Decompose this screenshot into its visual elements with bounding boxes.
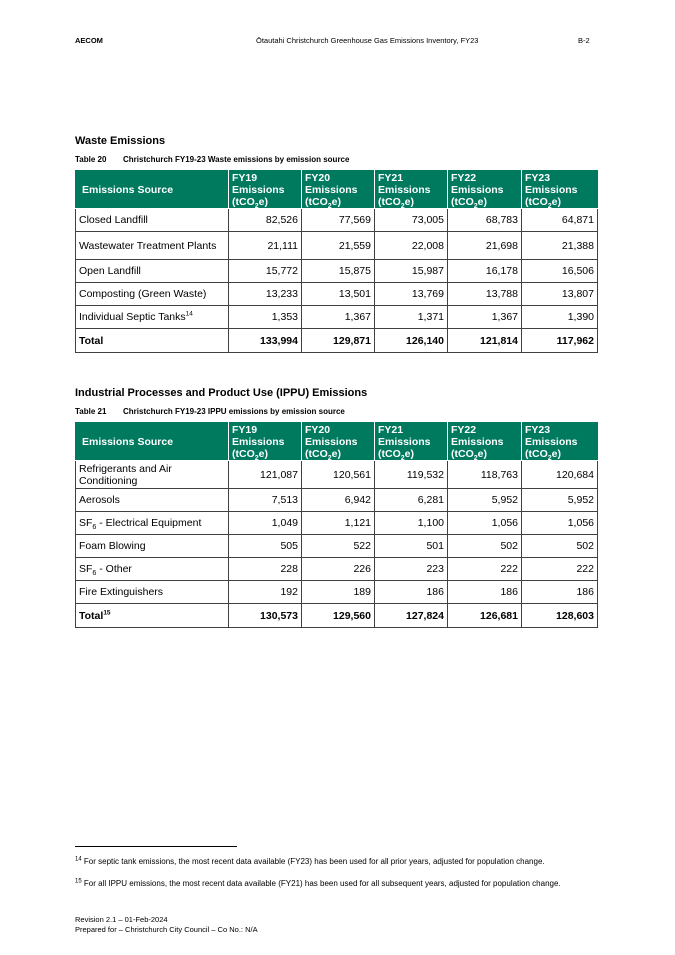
column-header-fy19 [229,423,302,461]
waste-table-caption [75,155,349,164]
column-unit-subscript: 2 [400,202,405,210]
cell-fy22: 186 [448,581,522,604]
column-unit: e) [258,447,268,460]
source-label: Aerosols [79,494,120,506]
footnote-divider [75,846,237,847]
total-fy21: 126,140 [375,329,448,353]
column-header-source: Emissions Source [76,171,229,209]
ippu-table-number: Table 21 [75,407,107,416]
column-unit: (tCO [305,447,328,460]
waste-section-title: Waste Emissions [75,135,166,147]
source-label: Foam Blowing [79,540,146,552]
cell-fy21: 6,281 [375,489,448,512]
column-header-fy20 [302,423,375,461]
source-label: Closed Landfill [79,214,148,226]
footnote-text: For septic tank emissions, the most recent data available (FY23) has been used for all prior years, adjusted for population change. [83,857,545,866]
cell-fy19: 192 [229,581,302,604]
row-source [76,581,229,604]
cell-fy22: 1,367 [448,306,522,329]
cell-fy23: 186 [522,581,598,604]
cell-fy23: 1,390 [522,306,598,329]
cell-fy20: 1,121 [302,512,375,535]
column-header-fy19 [229,171,302,209]
prepared-for: Prepared for – Christchurch City Council – Co No.: N/A [75,925,258,934]
total-fy19: 133,994 [229,329,302,353]
column-header-fy22 [448,171,522,209]
source-label: - Other [96,563,132,575]
cell-fy19: 21,111 [229,232,302,260]
column-unit: (tCO [451,447,474,460]
column-unit: e) [551,447,561,460]
total-fy20: 129,560 [302,604,375,628]
column-unit: (tCO [378,195,401,208]
source-label: - Electrical Equipment [96,517,202,529]
column-unit-subscript: 2 [400,454,405,462]
cell-fy23: 13,807 [522,283,598,306]
column-unit: e) [404,195,414,208]
cell-fy21: 13,769 [375,283,448,306]
column-unit-subscript: 2 [254,454,259,462]
table-row [76,512,598,535]
table-row [76,489,598,512]
ippu-table-caption [75,407,345,416]
source-subscript: 6 [92,524,97,532]
cell-fy23: 21,388 [522,232,598,260]
column-header-fy23 [522,423,598,461]
column-label: Emissions [232,435,285,448]
cell-fy19: 1,353 [229,306,302,329]
cell-fy23: 1,056 [522,512,598,535]
column-label: Emissions [305,435,358,448]
page-number: B-2 [578,36,590,45]
column-unit: (tCO [451,195,474,208]
cell-fy22: 5,952 [448,489,522,512]
cell-fy21: 223 [375,558,448,581]
source-subscript: 6 [92,570,97,578]
table-header-row [76,171,598,209]
cell-fy21: 186 [375,581,448,604]
cell-fy21: 1,100 [375,512,448,535]
source-label: Composting (Green Waste) [79,288,207,300]
source-label: Open Landfill [79,265,141,277]
column-unit: (tCO [232,195,255,208]
column-unit-subscript: 2 [473,202,478,210]
table-row [76,535,598,558]
row-source [76,283,229,306]
table-header-row [76,423,598,461]
table-row [76,260,598,283]
column-label: Emissions [451,435,504,448]
cell-fy19: 15,772 [229,260,302,283]
column-unit: e) [551,195,561,208]
cell-fy20: 189 [302,581,375,604]
footnote-ref: 15 [103,609,111,616]
cell-fy19: 1,049 [229,512,302,535]
column-unit-subscript: 2 [327,454,332,462]
cell-fy19: 121,087 [229,461,302,489]
row-source [76,306,229,329]
cell-fy20: 120,561 [302,461,375,489]
column-year: FY21 [378,171,404,184]
column-year: FY20 [305,423,331,436]
total-fy22: 121,814 [448,329,522,353]
total-label-cell [76,329,229,353]
column-header-fy21 [375,171,448,209]
footnote-text: For all IPPU emissions, the most recent data available (FY21) has been used for all subsequent years, adjusted for population change. [83,879,561,888]
row-source [76,512,229,535]
table-row [76,232,598,260]
table-row [76,283,598,306]
ippu-emissions-table [75,422,598,628]
column-year: FY23 [525,423,551,436]
column-header-fy20 [302,171,375,209]
cell-fy23: 16,506 [522,260,598,283]
column-unit: e) [477,195,487,208]
cell-fy19: 13,233 [229,283,302,306]
column-label: Emissions [525,435,578,448]
column-unit-subscript: 2 [254,202,259,210]
cell-fy21: 119,532 [375,461,448,489]
column-year: FY23 [525,171,551,184]
cell-fy22: 1,056 [448,512,522,535]
cell-fy20: 1,367 [302,306,375,329]
cell-fy21: 501 [375,535,448,558]
source-prefix: SF [79,563,93,575]
cell-fy19: 228 [229,558,302,581]
cell-fy22: 222 [448,558,522,581]
company-name: AECOM [75,36,103,45]
cell-fy20: 77,569 [302,209,375,232]
waste-emissions-table [75,170,598,353]
cell-fy19: 82,526 [229,209,302,232]
cell-fy20: 13,501 [302,283,375,306]
footnote-number: 15 [75,878,82,885]
column-label: Emissions [305,183,358,196]
table-row [76,209,598,232]
column-year: FY19 [232,171,258,184]
column-header-fy23 [522,171,598,209]
revision-info: Revision 2.1 – 01-Feb-2024 [75,915,168,924]
column-label: Emissions [378,435,431,448]
footnote-number: 14 [75,856,82,863]
column-unit-subscript: 2 [547,454,552,462]
cell-fy20: 522 [302,535,375,558]
cell-fy20: 6,942 [302,489,375,512]
row-source [76,209,229,232]
column-year: FY21 [378,423,404,436]
cell-fy21: 1,371 [375,306,448,329]
column-label: Emissions [451,183,504,196]
column-unit: (tCO [378,447,401,460]
cell-fy21: 22,008 [375,232,448,260]
table-row [76,306,598,329]
source-label: Wastewater Treatment Plants [79,239,217,252]
source-label: Refrigerants and Air Conditioning [79,462,172,487]
column-unit: e) [404,447,414,460]
total-label: Total [79,609,104,622]
waste-table-caption-text: Christchurch FY19-23 Waste emissions by emission source [123,155,350,164]
cell-fy22: 118,763 [448,461,522,489]
column-unit: e) [477,447,487,460]
column-unit: e) [258,195,268,208]
row-source [76,489,229,512]
total-row [76,604,598,628]
cell-fy22: 16,178 [448,260,522,283]
cell-fy23: 502 [522,535,598,558]
row-source [76,461,229,489]
table-row [76,558,598,581]
column-year: FY22 [451,171,477,184]
ippu-table-caption-text: Christchurch FY19-23 IPPU emissions by emission source [123,407,345,416]
row-source [76,260,229,283]
document-title: Ōtautahi Christchurch Greenhouse Gas Emissions Inventory, FY23 [256,36,479,45]
cell-fy23: 120,684 [522,461,598,489]
source-prefix: SF [79,517,93,529]
column-header-source: Emissions Source [76,423,229,461]
row-source [76,558,229,581]
cell-fy20: 21,559 [302,232,375,260]
total-fy23: 117,962 [522,329,598,353]
row-source [76,535,229,558]
column-label: Emissions [232,183,285,196]
column-header-fy21 [375,423,448,461]
total-fy20: 129,871 [302,329,375,353]
cell-fy22: 68,783 [448,209,522,232]
waste-table-number: Table 20 [75,155,107,164]
cell-fy19: 505 [229,535,302,558]
total-fy22: 126,681 [448,604,522,628]
total-label-cell [76,604,229,628]
footnote-15 [75,879,605,889]
total-label: Total [79,334,104,347]
column-unit: (tCO [232,447,255,460]
total-fy19: 130,573 [229,604,302,628]
total-fy23: 128,603 [522,604,598,628]
cell-fy22: 13,788 [448,283,522,306]
footnote-14 [75,857,605,867]
column-label: Emissions [378,183,431,196]
column-unit: (tCO [525,195,548,208]
cell-fy22: 502 [448,535,522,558]
cell-fy19: 7,513 [229,489,302,512]
column-unit: (tCO [525,447,548,460]
total-row [76,329,598,353]
column-unit: e) [331,447,341,460]
column-unit: (tCO [305,195,328,208]
table-row [76,461,598,489]
table-row [76,581,598,604]
column-unit-subscript: 2 [547,202,552,210]
column-year: FY19 [232,423,258,436]
cell-fy23: 5,952 [522,489,598,512]
cell-fy23: 64,871 [522,209,598,232]
column-unit-subscript: 2 [327,202,332,210]
total-fy21: 127,824 [375,604,448,628]
source-label: Individual Septic Tanks [79,311,186,323]
cell-fy20: 226 [302,558,375,581]
column-label: Emissions [525,183,578,196]
column-year: FY20 [305,171,331,184]
column-year: FY22 [451,423,477,436]
row-source [76,232,229,260]
cell-fy21: 73,005 [375,209,448,232]
column-unit: e) [331,195,341,208]
footnote-ref: 14 [185,310,193,318]
column-header-fy22 [448,423,522,461]
cell-fy20: 15,875 [302,260,375,283]
source-label: Fire Extinguishers [79,586,164,598]
cell-fy22: 21,698 [448,232,522,260]
column-unit-subscript: 2 [473,454,478,462]
ippu-section-title: Industrial Processes and Product Use (IPPU) Emissions [75,387,368,399]
cell-fy21: 15,987 [375,260,448,283]
cell-fy23: 222 [522,558,598,581]
